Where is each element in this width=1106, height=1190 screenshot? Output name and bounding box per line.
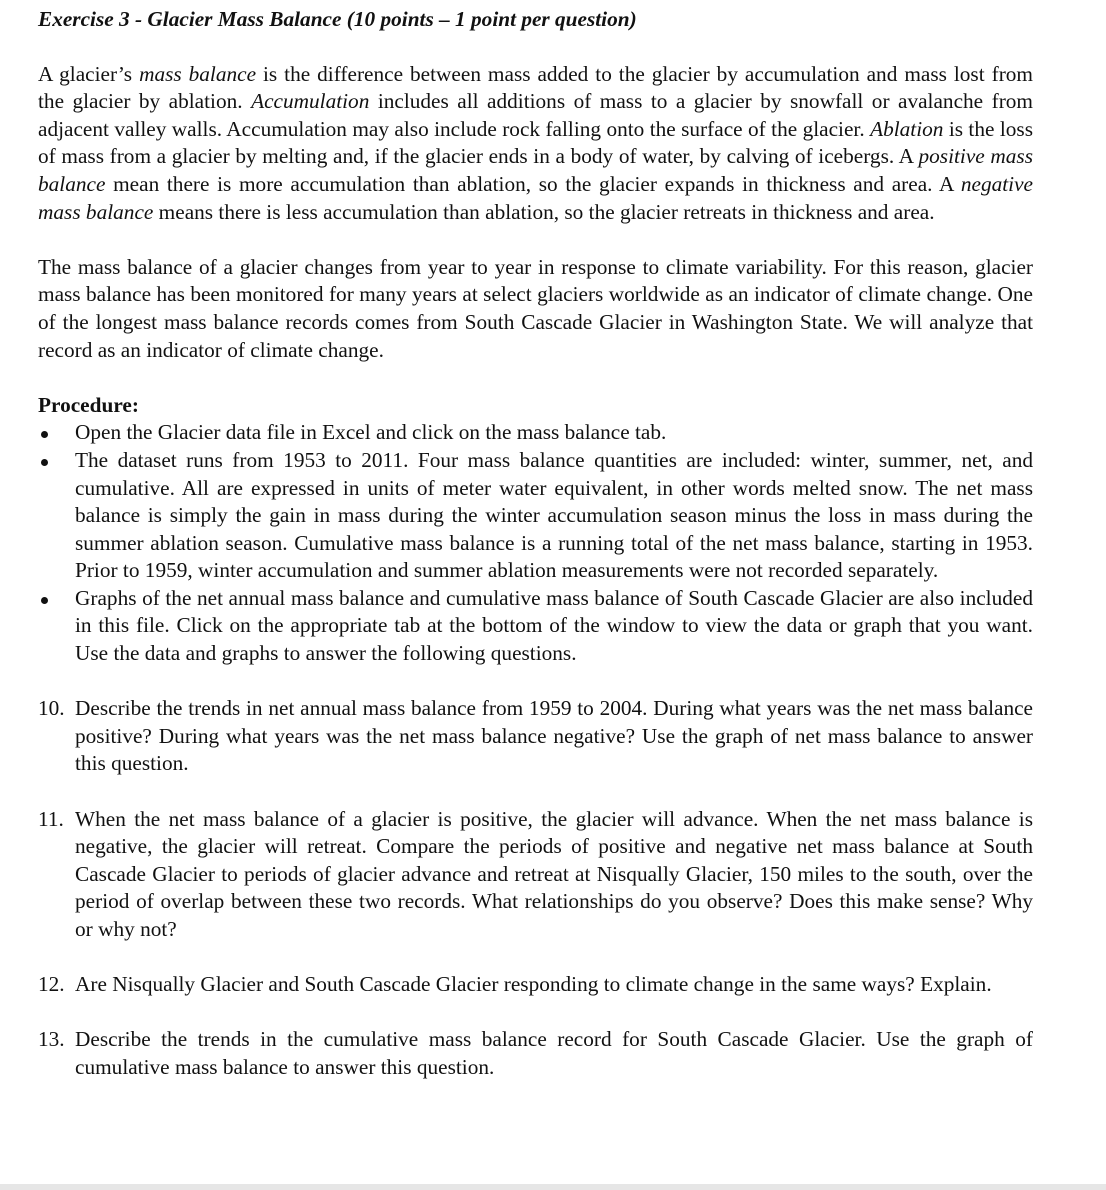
text-segment: means there is less accumulation than ablation, so the glacier retreats in thickness and area. [153,199,935,224]
bullet-icon [41,431,48,438]
term-negative-mass-balance: negative mass balance [38,171,1033,224]
procedure-item-text: The dataset runs from 1953 to 2011. Four mass balance quantities are included: winter, summer, net, and cumulative. All are expressed in units of meter water equivalent, in other words melted snow. The net mass balance is simply the gain in mass during the winter accumulation season minus the loss in mass during the summer ablation season. Cumulative mass balance is a running total of the net mass balance, starting in 1953. Prior to 1959, winter accumulation and summer ablation measurements were not recorded separately. [75,447,1033,583]
procedure-item-text: Graphs of the net annual mass balance and cumulative mass balance of South Cascade Glacier are also included in this file. Click on the appropriate tab at the bottom of the window to view the data or graph that you want. Use the data and graphs to answer the following questions. [75,585,1033,666]
question-number: 10. [38,696,65,721]
term-ablation: Ablation [870,116,944,141]
text-segment: mean there is more accumulation than ablation, so the glacier expands in thickness and area. A [105,171,961,196]
term-mass-balance: mass balance [139,61,257,86]
intro-paragraph-mass-balance [38,61,1033,227]
question-item [38,695,1033,778]
question-list [38,695,1033,1081]
procedure-item [38,447,1033,585]
bullet-icon [41,597,48,604]
question-item [38,806,1033,944]
text-segment: is the loss of mass from a glacier by melting and, if the glacier ends in a body of water, by calving of icebergs. A [38,116,1033,169]
term-positive-mass-balance: positive mass balance [38,144,1033,196]
procedure-item [38,419,1033,447]
text-segment: A glacier’s [38,61,140,86]
exercise-title: Exercise 3 - Glacier Mass Balance (10 points – 1 point per question) [38,7,637,31]
text-segment: is the difference between mass added to the glacier by accumulation and mass lost from the glacier by ablation. [38,61,1033,114]
intro-paragraph-climate: The mass balance of a glacier changes from year to year in response to climate variability. For this reason, glacier mass balance has been monitored for many years at select glaciers worldwide as an indicator of climate change. One of the longest mass balance records comes from South Cascade Glacier in Washington State. We will analyze that record as an indicator of climate change. [38,254,1033,362]
term-accumulation: Accumulation [251,89,370,114]
procedure-heading: Procedure: [38,392,139,417]
question-item [38,971,1033,999]
page-bottom-edge [0,1184,1106,1190]
procedure-item-text: Open the Glacier data file in Excel and click on the mass balance tab. [75,420,667,445]
question-number: 11. [38,806,64,831]
question-number: 12. [38,972,65,997]
question-text: Are Nisqually Glacier and South Cascade Glacier responding to climate change in the same ways? Explain. [75,972,992,997]
procedure-item [38,585,1033,668]
text-segment: includes all additions of mass to a glacier by snowfall or avalanche from adjacent valley walls. Accumulation may also include rock falling onto the surface of the glacier. [38,89,1033,141]
bullet-icon [41,459,48,466]
question-number: 13. [38,1027,65,1052]
question-text: Describe the trends in the cumulative mass balance record for South Cascade Glacier. Use the graph of cumulative mass balance to answer this question. [75,1027,1033,1079]
question-item [38,1026,1033,1081]
question-text: Describe the trends in net annual mass balance from 1959 to 2004. During what years was the net mass balance positive? During what years was the net mass balance negative? Use the graph of net mass balance to answer this question. [75,696,1033,776]
document-page [38,6,1033,1109]
procedure-list [38,419,1033,667]
question-text: When the net mass balance of a glacier is positive, the glacier will advance. When the net mass balance is negative, the glacier will retreat. Compare the periods of positive and negative net mass balance at South Cascade Glacier to periods of glacier advance and retreat at Nisqually Glacier, 150 miles to the south, over the period of overlap between these two records. What relationships do you observe? Does this make sense? Why or why not? [75,806,1033,941]
